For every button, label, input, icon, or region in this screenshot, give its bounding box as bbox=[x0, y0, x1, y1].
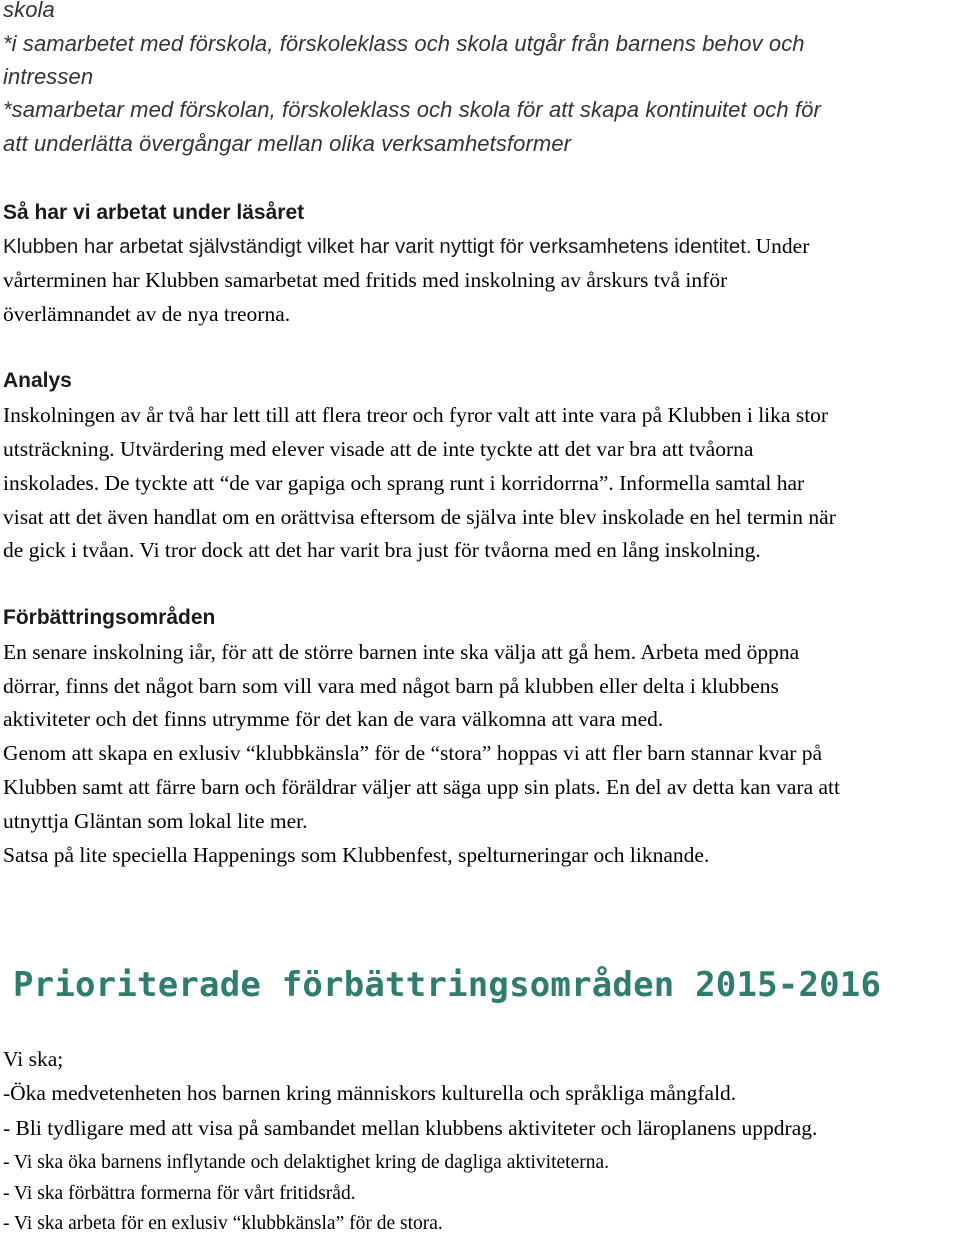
forbattring-line: Klubben samt att färre barn och föräldrar väljer att säga upp sin plats. En del av detta kan vara att bbox=[3, 775, 840, 799]
prioriterade-item: - Vi ska arbeta för en exlusiv “klubbkänsla” för de stora. bbox=[3, 1213, 443, 1234]
analys-line: utsträckning. Utvärdering med elever visade att de inte tyckte att det var bra att tvåorna bbox=[3, 437, 754, 461]
analys-line: visat att det även handlat om en orättvisa eftersom de själva inte blev inskolade en hel termin när bbox=[3, 505, 836, 529]
analys-line: inskolades. De tyckte att “de var gapiga och sprang runt i korridorrna”. Informella samtal har bbox=[3, 471, 805, 495]
lasaret-line: överlämnandet av de nya treorna. bbox=[3, 302, 291, 326]
section-heading-forbattring: Förbättringsområden bbox=[3, 606, 216, 629]
lasaret-line bbox=[3, 234, 809, 259]
prioriterade-item: - Vi ska öka barnens inflytande och delaktighet kring de dagliga aktiviteterna. bbox=[3, 1152, 610, 1173]
lasaret-line-sans: Klubben har arbetat självständigt vilket har varit nyttigt för verksamhetens identitet. bbox=[3, 235, 752, 258]
prioriterade-item: - Bli tydligare med att visa på sambandet mellan klubbens aktiviteter och läroplanens uppdrag. bbox=[3, 1116, 818, 1140]
forbattring-line: aktiviteter och det finns utrymme för det kan de vara välkomna att vara med. bbox=[3, 707, 664, 731]
intro-line: intressen bbox=[3, 64, 94, 89]
intro-line: *i samarbetet med förskola, förskoleklass och skola utgår från barnens behov och bbox=[3, 31, 805, 56]
section-heading-analys: Analys bbox=[3, 369, 72, 392]
forbattring-line: En senare inskolning iår, för att de större barnen inte ska välja att gå hem. Arbeta med öppna bbox=[3, 640, 800, 664]
section-heading-lasaret: Så har vi arbetat under läsåret bbox=[3, 201, 305, 224]
forbattring-line: Genom att skapa en exlusiv “klubbkänsla” för de “stora” hoppas vi att fler barn stannar kvar på bbox=[3, 741, 823, 765]
lasaret-line-serif: Under bbox=[755, 234, 810, 258]
lasaret-line: vårterminen har Klubben samarbetat med fritids med inskolning av årskurs två inför bbox=[3, 268, 728, 292]
prioriterade-item: - Vi ska förbättra formerna för vårt fritidsråd. bbox=[3, 1183, 356, 1204]
intro-line: *samarbetar med förskolan, förskoleklass och skola för att skapa kontinuitet och för bbox=[3, 97, 821, 122]
forbattring-line: utnyttja Gläntan som lokal lite mer. bbox=[3, 809, 308, 833]
prioriterade-intro: Vi ska; bbox=[3, 1047, 64, 1071]
analys-line: Inskolningen av år två har lett till att flera treor och fyror valt att inte vara på Klubben i lika stor bbox=[3, 403, 829, 427]
analys-line: de gick i tvåan. Vi tror dock att det har varit bra just för tvåorna med en lång inskolning. bbox=[3, 538, 761, 562]
prioriterade-item: -Öka medvetenheten hos barnen kring människors kulturella och språkliga mångfald. bbox=[3, 1081, 737, 1105]
section-heading-prioriterade: Prioriterade förbättringsområden 2015-2016 bbox=[13, 965, 882, 1005]
forbattring-line: dörrar, finns det något barn som vill vara med något barn på klubben eller delta i klubbens bbox=[3, 674, 779, 698]
intro-line: att underlätta övergångar mellan olika verksamhetsformer bbox=[3, 131, 572, 156]
forbattring-line: Satsa på lite speciella Happenings som Klubbenfest, spelturneringar och liknande. bbox=[3, 843, 710, 867]
intro-line: skola bbox=[3, 0, 55, 22]
